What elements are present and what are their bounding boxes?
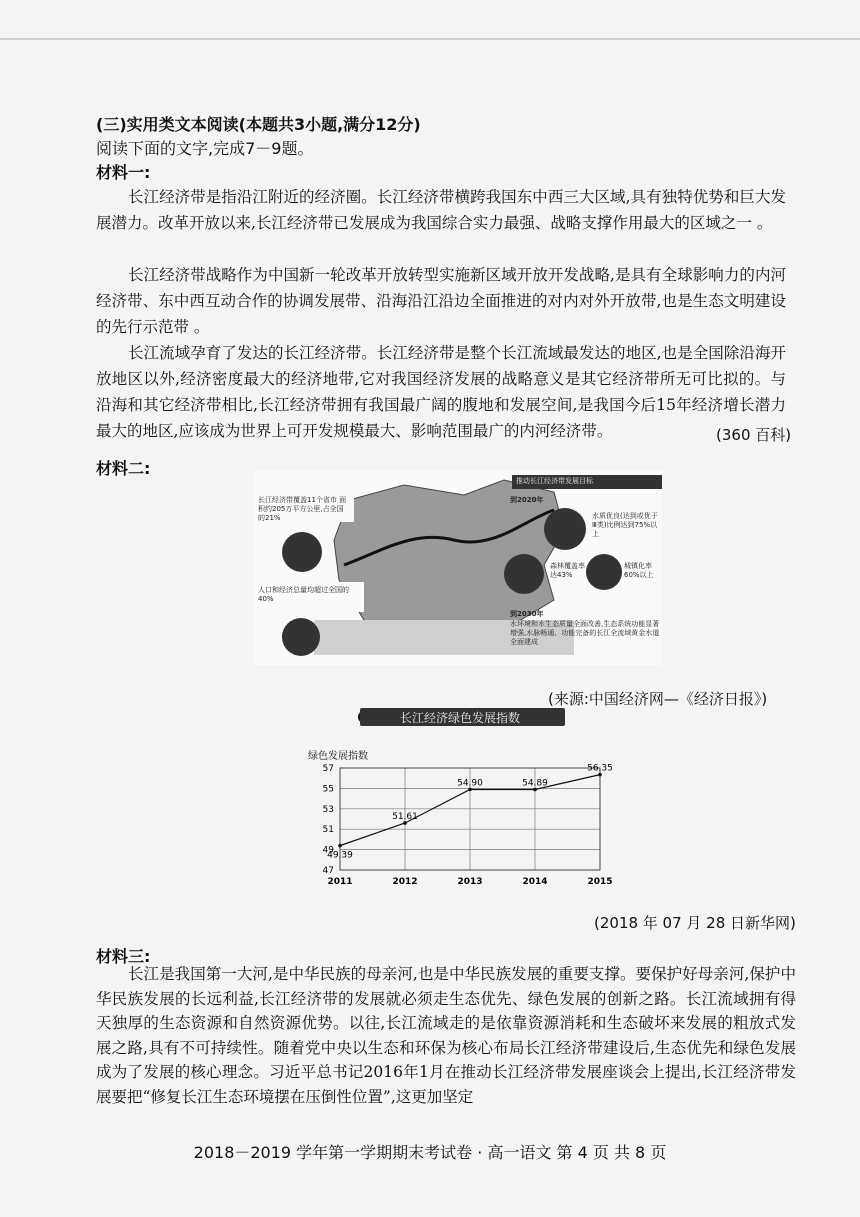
chart-data-label: 56.35 <box>587 763 613 774</box>
chart-y-tick-label: 47 <box>322 866 334 876</box>
yangtze-map-infographic <box>254 470 662 665</box>
chart-y-tick-label: 53 <box>322 804 334 815</box>
map-goal-title: 推动长江经济带发展目标 <box>516 477 593 485</box>
section-heading: (三)实用类文本阅读(本题共3小题,满分12分) <box>96 115 421 134</box>
chart-title-banner <box>360 708 565 726</box>
chart-y-tick-label: 49 <box>322 845 334 856</box>
chart-data-label: 54.89 <box>522 778 548 789</box>
material2-label: 材料二: <box>96 459 151 478</box>
people-icon <box>282 618 320 656</box>
chart-y-tick-label: 51 <box>322 825 334 836</box>
chart-data-point <box>338 844 342 848</box>
material3-paragraph: 长江是我国第一大河,是中华民族的母亲河,也是中华民族发展的重要支撑。要保护好母亲河,保护中华民族发展的长远利益,长江经济带的发展就必须走生态优先、绿色发展的创新之路。长江流域拥有得天独厚的生态资源和自然资源优势。以往,长江流域走的是依靠资源消耗和生态破坏来发展的粗放式发展之路,具有不可持续性。随着党中央以生态和环保为核心布局长江经济带建设后,生态优先和绿色发展成为了发展的核心理念。习近平总书记2016年1月在推动长江经济带发展座谈会上提出,长江经济带发展要把“修复长江生态环境摆在压倒性位置”,这更加坚定 <box>96 965 796 1106</box>
map-note-2030: 到2030年 <box>510 610 544 618</box>
material1-label: 材料一: <box>96 163 151 182</box>
chart-source: (2018 年 07 月 28 日新华网) <box>594 914 796 932</box>
instruction-text: 阅读下面的文字,完成7－9题。 <box>96 139 314 158</box>
material1-paragraph: 长江流域孕育了发达的长江经济带。长江经济带是整个长江流域最发达的地区,也是全国除沿海开放地区以外,经济密度最大的经济地带,它对我国经济发展的战略意义是其它经济带所无可比拟的。与沿海和其它经济带相比,长江经济带拥有我国最广阔的腹地和发展空间,是我国今后15年经济增长潜力最大的地区,应该成为世界上可开发规模最大、影响范围最广的内河经济带。 <box>96 344 786 440</box>
tree-icon <box>504 554 544 594</box>
chart-x-tick-label: 2011 <box>327 877 353 887</box>
chart-x-tick-label: 2013 <box>457 877 483 887</box>
chart-data-label: 54.90 <box>457 778 483 789</box>
chart-x-tick-label: 2015 <box>587 877 613 887</box>
material1-source: (360 百科) <box>716 426 792 444</box>
chart-y-tick-label: 55 <box>322 784 334 795</box>
scan-edge-line <box>0 38 860 40</box>
map-note-water: 水质优良(达到或优于Ⅲ类)比例达到75%以上 <box>592 512 658 538</box>
chart-data-label: 49.39 <box>327 850 353 861</box>
map-note-2030-text: 水环境和水生态质量全面改善,生态系统功能显著增强,水脉畅通、功能完备的长江全流域黄金水道全面建成 <box>510 620 660 646</box>
chart-x-tick-label: 2012 <box>392 877 418 887</box>
chart-x-tick-label: 2014 <box>522 877 548 887</box>
map-source: (来源:中国经济网—《经济日报》) <box>548 690 768 708</box>
green-index-line-chart <box>300 760 630 900</box>
material1-paragraph: 长江经济带是指沿江附近的经济圈。长江经济带横跨我国东中西三大区域,具有独特优势和巨大发展潜力。改革开放以来,长江经济带已发展成为我国综合实力最强、战略支撑作用最大的区域之一 。 <box>96 188 786 232</box>
map-note-coverage: 长江经济带覆盖11个省市 面积约205万平方公里,占全国的21% <box>258 496 347 522</box>
material3-label: 材料三: <box>96 947 151 966</box>
chart-y-tick-label: 57 <box>322 764 334 774</box>
water-drop-icon <box>544 508 586 550</box>
chart-y-axis-label: 绿色发展指数 <box>308 751 368 762</box>
map-note-forest: 森林覆盖率达43% <box>550 562 585 579</box>
map-note-2020: 到2020年 <box>510 496 544 504</box>
material1-paragraph: 长江经济带战略作为中国新一轮改革开放转型实施新区域开放开发战略,是具有全球影响力的内河经济带、东中西互动合作的协调发展带、沿海沿江沿边全面推进的对内对外开放带,也是生态文明建设的先行示范带 。 <box>96 266 786 336</box>
chart-title: 长江经济绿色发展指数 <box>400 711 521 725</box>
chart-data-label: 51.61 <box>392 811 418 822</box>
map-note-urban: 城镇化率60%以上 <box>624 562 654 579</box>
farmland-icon <box>282 532 322 572</box>
city-icon <box>586 554 622 590</box>
page-footer: 2018－2019 学年第一学期期末考试卷 · 高一语文 第 4 页 共 8 页 <box>193 1143 667 1162</box>
map-note-population: 人口和经济总量均超过全国的40% <box>258 586 349 603</box>
